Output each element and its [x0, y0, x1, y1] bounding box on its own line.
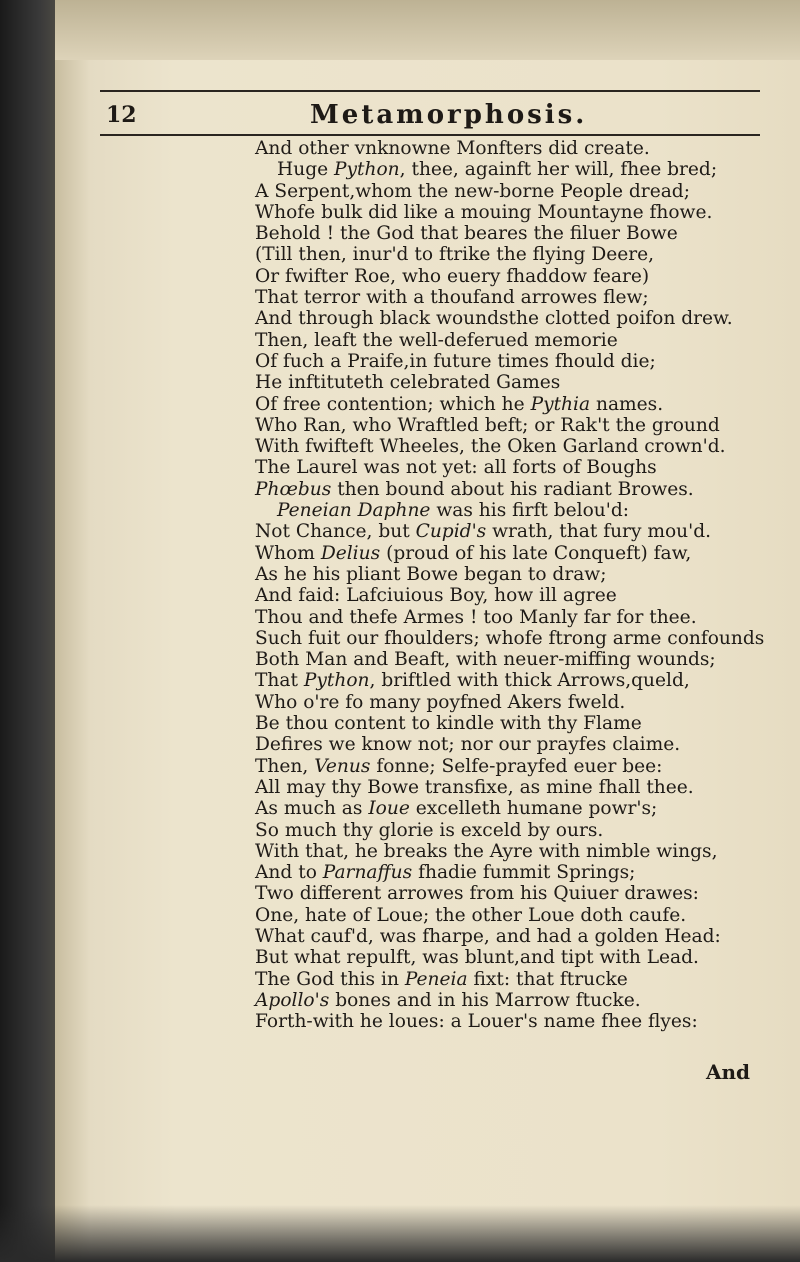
line-text: The God this in	[255, 968, 405, 990]
italic-name: Parnaffus	[322, 862, 413, 884]
verse-line	[255, 969, 785, 990]
italic-name: Delius	[320, 542, 381, 564]
verse-line	[255, 820, 785, 841]
italic-name: Venus	[314, 755, 371, 777]
verse-line	[255, 777, 785, 798]
page-top-edge	[55, 0, 800, 60]
verse-line	[255, 138, 785, 159]
verse-line	[255, 905, 785, 926]
italic-name: Ioue	[368, 798, 410, 820]
line-text: Of free contention; which he	[255, 393, 531, 415]
verse-line	[255, 947, 785, 968]
line-text: Thou and thefe Armes ! too Manly far for thee.	[255, 606, 697, 628]
verse-line	[255, 713, 785, 734]
italic-name: Python	[303, 670, 370, 692]
line-text: was his firft belou'd:	[430, 500, 630, 522]
verse-line	[255, 479, 785, 500]
line-text: That	[255, 670, 304, 692]
italic-name: Peneian Daphne	[277, 500, 431, 522]
verse-line	[255, 926, 785, 947]
verse-line	[255, 394, 785, 415]
line-text: He inftituteth celebrated Games	[255, 372, 561, 394]
verse-line	[255, 798, 785, 819]
italic-name: Apollo's	[255, 989, 330, 1011]
line-text: Be thou content to kindle with thy Flame	[255, 713, 642, 735]
verse-line	[255, 607, 785, 628]
line-text: One, hate of Loue; the other Loue doth caufe.	[255, 904, 687, 926]
line-text: As he his pliant Bowe began to draw;	[255, 563, 607, 585]
line-text: Defires we know not; nor our prayfes claime.	[255, 734, 681, 756]
verse-line	[255, 649, 785, 670]
line-text: then bound about his radiant Browes.	[331, 478, 694, 500]
line-text: Forth-with he loues: a Louer's name fhee flyes:	[255, 1011, 698, 1033]
verse-line	[255, 500, 785, 521]
line-text: Or fwifter Roe, who euery fhaddow feare)	[255, 265, 650, 287]
line-text: Both Man and Beaft, with neuer-miffing wounds;	[255, 649, 716, 671]
line-text: That terror with a thoufand arrowes flew;	[255, 287, 649, 309]
line-text: With fwifteft Wheeles, the Oken Garland crown'd.	[255, 436, 726, 458]
line-text: What cauf'd, was fharpe, and had a golden Head:	[255, 925, 721, 947]
verse-line	[255, 266, 785, 287]
line-text: The Laurel was not yet: all forts of Boughs	[255, 457, 657, 479]
line-text: With that, he breaks the Ayre with nimble wings,	[255, 840, 718, 862]
line-text: All may thy Bowe transfixe, as mine fhall thee.	[255, 776, 694, 798]
line-text: Then, leaft the well-deferued memorie	[255, 329, 618, 351]
line-text: So much thy glorie is exceld by ours.	[255, 819, 604, 841]
verse-line	[255, 351, 785, 372]
line-text: But what repulft, was blunt,and tipt with Lead.	[255, 947, 699, 969]
verse-line	[255, 862, 785, 883]
verse-line	[255, 202, 785, 223]
verse-line	[255, 330, 785, 351]
verse-line	[255, 1011, 785, 1032]
page-number: 12	[106, 102, 137, 128]
verse-line	[255, 883, 785, 904]
verse-line	[255, 415, 785, 436]
verse-line	[255, 457, 785, 478]
verse-line	[255, 244, 785, 265]
line-text: , thee, againft her will, fhee bred;	[399, 159, 718, 181]
verse-line	[255, 521, 785, 542]
verse-line	[255, 990, 785, 1011]
page-bottom-shadow	[0, 1205, 800, 1262]
line-text: Whom	[255, 542, 321, 564]
line-text: fixt: that ftrucke	[467, 968, 628, 990]
line-text: (Till then, inur'd to ftrike the flying Deere,	[255, 244, 655, 266]
verse-line	[255, 181, 785, 202]
line-text: , briftled with thick Arrows,queld,	[369, 670, 690, 692]
line-text: Such fuit our fhoulders; whofe ftrong arme confounds	[255, 627, 765, 649]
verse-line	[255, 223, 785, 244]
italic-name: Pythia	[530, 393, 591, 415]
italic-name: Peneia	[404, 968, 468, 990]
line-text: (proud of his late Conqueft) faw,	[380, 542, 692, 564]
verse-line	[255, 585, 785, 606]
line-text: wrath, that fury mou'd.	[486, 521, 712, 543]
verse-line	[255, 756, 785, 777]
running-head: Metamorphosis.	[310, 100, 588, 130]
line-text: names.	[590, 393, 664, 415]
catchword: And	[706, 1060, 751, 1084]
line-text: And faid: Lafciuious Boy, how ill agree	[255, 585, 617, 607]
header-top-rule	[100, 90, 760, 92]
line-text: Two different arrowes from his Quiuer drawes:	[255, 883, 699, 905]
verse-text	[255, 138, 785, 1032]
line-text: Huge	[277, 159, 335, 181]
line-text: Whofe bulk did like a mouing Mountayne fhowe.	[255, 201, 713, 223]
page-header	[100, 100, 760, 136]
line-text: And to	[255, 862, 323, 884]
verse-line	[255, 287, 785, 308]
verse-line	[255, 372, 785, 393]
line-text: Then,	[255, 755, 315, 777]
line-text: Behold ! the God that beares the filuer Bowe	[255, 223, 678, 245]
verse-line	[255, 543, 785, 564]
line-text: As much as	[255, 798, 369, 820]
line-text: bones and in his Marrow ftucke.	[329, 989, 641, 1011]
line-text: And through black woundsthe clotted poifon drew.	[255, 308, 733, 330]
verse-line	[255, 159, 785, 180]
italic-name: Python	[334, 159, 400, 181]
line-text: fonne; Selfe-prayfed euer bee:	[370, 755, 663, 777]
verse-line	[255, 564, 785, 585]
italic-name: Phœbus	[255, 478, 332, 500]
italic-name: Cupid's	[415, 521, 487, 543]
line-text: excelleth humane powr's;	[409, 798, 658, 820]
verse-line	[255, 628, 785, 649]
line-text: And other vnknowne Monfters did create.	[255, 138, 650, 159]
line-text: A Serpent,whom the new-borne People dread;	[255, 180, 690, 202]
verse-line	[255, 734, 785, 755]
verse-line	[255, 308, 785, 329]
line-text: fhadie fummit Springs;	[412, 862, 636, 884]
line-text: Who Ran, who Wraftled beft; or Rak't the ground	[255, 414, 720, 436]
verse-line	[255, 670, 785, 691]
line-text: Who o're fo many poyfned Akers fweld.	[255, 691, 626, 713]
verse-line	[255, 692, 785, 713]
verse-line	[255, 436, 785, 457]
line-text: Of fuch a Praife,in future times fhould die;	[255, 350, 656, 372]
line-text: Not Chance, but	[255, 521, 416, 543]
verse-line	[255, 841, 785, 862]
